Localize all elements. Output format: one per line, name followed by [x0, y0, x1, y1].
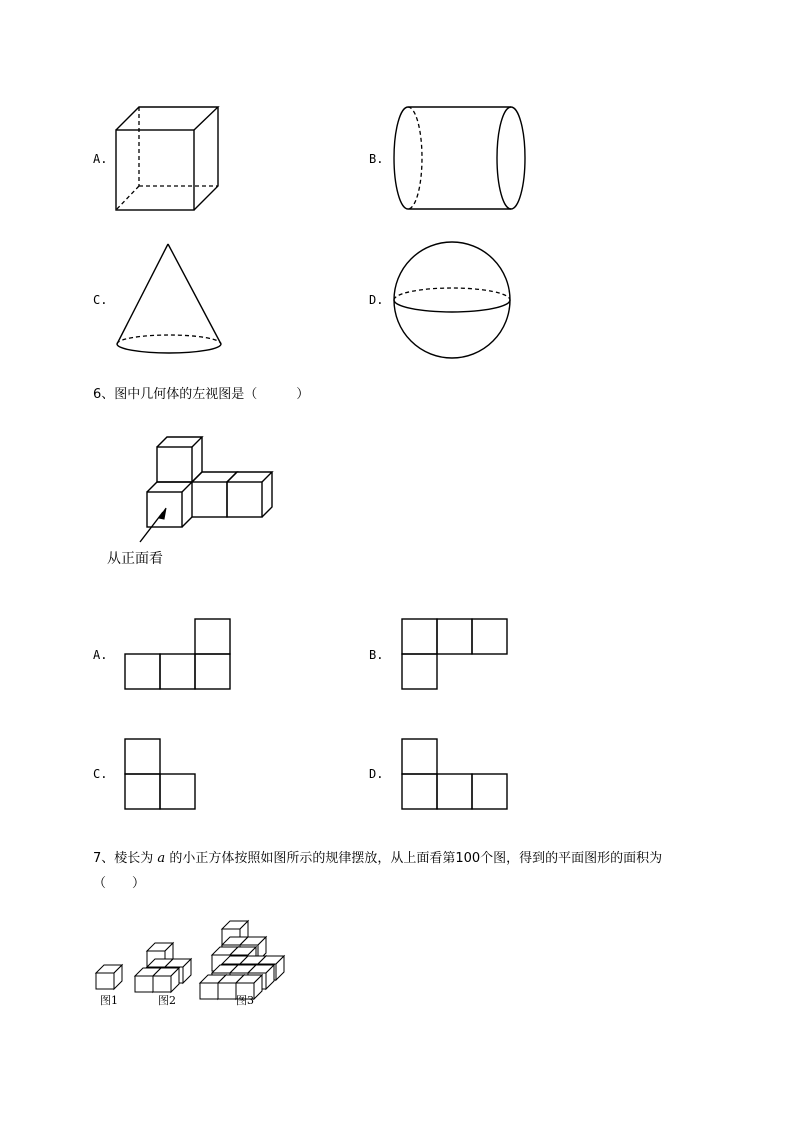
q7-fig3-caption: 图3	[236, 994, 254, 1007]
q7-question-text	[93, 847, 662, 866]
q6-option-d-label: D.	[369, 767, 384, 781]
q5-option-b-label: B.	[369, 152, 384, 166]
cone-figure	[117, 244, 221, 353]
q5-option-c-label: C.	[93, 293, 108, 307]
q6-view-direction-label: 从正面看	[107, 551, 163, 567]
q6-option-b-label: B.	[369, 648, 384, 662]
q7-answer-bracket: （ ）	[93, 876, 146, 891]
q6-option-c-figure	[125, 739, 195, 809]
q6-question-text: 6、图中几何体的左视图是（ ）	[93, 387, 310, 402]
cylinder-figure	[394, 107, 525, 209]
q7-figure-3	[200, 921, 284, 999]
q7-fig2-caption: 图2	[158, 994, 176, 1007]
q7-variable: a	[157, 851, 166, 866]
q7-fig1-caption: 图1	[100, 994, 118, 1007]
q6-option-a-figure	[125, 619, 230, 689]
cube-figure	[116, 107, 218, 210]
q6-option-b-figure	[402, 619, 507, 689]
q7-figure-2	[135, 943, 191, 992]
q6-option-d-figure	[402, 739, 507, 809]
q5-option-a-label: A.	[93, 152, 108, 166]
q5-option-d-label: D.	[369, 293, 384, 307]
q7-figure-1	[96, 965, 122, 989]
q7-question-prefix: 7、棱长为	[93, 851, 154, 866]
q6-option-a-label: A.	[93, 648, 108, 662]
q6-solid-figure	[140, 437, 272, 542]
sphere-figure	[394, 242, 510, 358]
q7-question-body: 的小正方体按照如图所示的规律摆放，从上面看第100个图，得到的平面图形的面积为	[169, 851, 663, 866]
q6-option-c-label: C.	[93, 767, 108, 781]
